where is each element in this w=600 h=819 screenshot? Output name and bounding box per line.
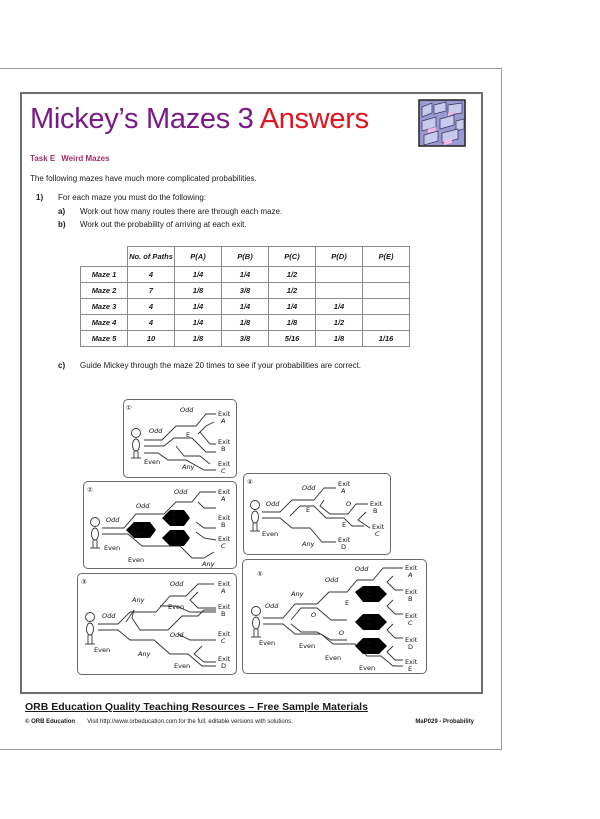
path-label: E [345,599,350,607]
maze-1-diagram [124,400,236,477]
exit-label: Exit [218,603,231,611]
path-label: Odd [106,516,120,524]
table-cell: 1/2 [269,283,316,299]
exit-label: A [341,487,346,495]
exit-label: C [375,530,380,538]
path-label: Odd [136,502,150,510]
maze-image-icon [418,99,466,147]
table-row [81,315,410,331]
path-label: E [367,587,372,595]
table-cell: 7 [128,283,175,299]
table-cell [316,283,363,299]
exit-label: A [221,587,226,595]
title-main: Mickey’s Mazes 3 [30,103,254,135]
table-cell: 1/4 [175,315,222,331]
path-label: O [311,611,317,619]
path-label: Odd [170,631,184,639]
question-text: For each maze you must do the following: [58,193,207,202]
row-label: Maze 2 [81,283,128,299]
path-label: E [172,510,177,518]
table-cell: 1/8 [269,315,316,331]
table-cell: 3/8 [222,283,269,299]
part-b-label: b) [58,220,66,229]
path-label: Any [202,560,215,568]
path-label: E [367,638,372,646]
mickey-icon [131,429,141,459]
table-header-row [81,247,410,267]
exit-label: Exit [405,636,418,644]
part-a-label: a) [58,207,66,216]
table-cell: 1/4 [316,299,363,315]
table-cell [363,283,410,299]
column-header: P(A) [175,247,222,267]
part-b-text: Work out the probability of arriving at each exit. [80,220,247,229]
path-label: E [136,523,141,531]
path-label: Odd [302,484,316,492]
path-label: Odd [149,427,163,435]
exit-label: Exit [405,612,418,620]
path-label: O [367,621,373,629]
task-heading [30,154,110,163]
path-label: Even [299,642,316,650]
exit-label: Exit [405,564,418,572]
column-header: P(B) [222,247,269,267]
path-label: Any [302,540,315,548]
path-label: O [172,517,178,525]
table-cell: 1/8 [222,315,269,331]
path-label: Any [182,463,195,471]
path-label: Even [262,530,279,538]
resource-code: MaP029 - Probability [415,719,474,725]
exit-label: B [408,595,413,603]
exit-label: Exit [218,514,231,522]
path-label: E [367,614,372,622]
path-label: Even [128,556,145,564]
column-header: No. of Paths [128,247,175,267]
path-label: O [367,645,373,653]
exit-label: Exit [218,535,231,543]
exit-label: Exit [372,523,385,531]
task-name: Weird Mazes [61,154,110,163]
exit-label: B [221,610,226,618]
title-answers: Answers [259,103,369,135]
column-header: P(E) [363,247,410,267]
exit-label: Exit [218,630,231,638]
path-label: Odd [102,612,116,620]
footer-line [25,719,293,725]
table-cell: 3/8 [222,331,269,347]
row-label: Maze 1 [81,267,128,283]
exit-label: A [221,495,226,503]
part-c-label: c) [58,361,66,370]
exit-label: Exit [338,480,351,488]
maze-number: ② [87,486,93,494]
intro-text: The following mazes have much more complicated probabilities. [30,174,257,183]
table-row [81,299,410,315]
table-cell: 4 [128,299,175,315]
probability-table [80,246,410,347]
row-label: Maze 5 [81,331,128,347]
task-label: Task E [30,154,56,163]
path-label: Odd [174,488,188,496]
path-label: Even [168,603,185,611]
exit-label: B [221,445,226,453]
maze-3 [77,573,237,675]
table-cell: 1/8 [175,331,222,347]
table-row [81,331,410,347]
part-c-text: Guide Mickey through the maze 20 times to see if your probabilities are correct. [80,361,362,370]
exit-label: C [221,467,226,475]
path-label: Any [138,650,151,658]
path-label: E [186,431,191,439]
row-label: Maze 3 [81,299,128,315]
table-cell: 4 [128,315,175,331]
maze-2 [83,481,237,569]
maze-2-diagram [84,482,236,568]
table-cell [316,267,363,283]
mickey-icon [90,518,100,549]
path-label: E [172,533,177,541]
path-label: E [342,521,347,529]
maze-4 [243,473,391,555]
table-cell [363,299,410,315]
table-cell: 10 [128,331,175,347]
table-row [81,267,410,283]
path-label: Even [325,654,342,662]
exit-label: Exit [218,488,231,496]
path-label: O [136,530,142,538]
exit-label: B [373,507,378,515]
table-cell [363,315,410,331]
path-label: Odd [180,406,194,414]
table-cell: 1/4 [222,267,269,283]
path-label: Any [132,596,145,604]
exit-label: C [221,542,226,550]
table-row [81,283,410,299]
exit-label: D [341,543,347,551]
visit-text: Visit http://www.orbeducation.com for the full, editable versions with solutions. [87,719,293,725]
mickey-icon [85,613,95,645]
exit-label: A [221,417,226,425]
path-label: E [306,506,311,514]
exit-label: B [221,521,226,529]
mickey-icon [251,607,261,638]
path-label: Odd [355,565,369,573]
maze-1 [123,399,237,478]
exit-label: D [408,643,414,651]
table-cell: 1/2 [269,267,316,283]
table-cell: 1/8 [316,331,363,347]
page-title [30,103,369,136]
question-number: 1) [36,193,44,202]
path-label: O [367,594,373,602]
table-cell: 1/4 [175,267,222,283]
column-header: P(D) [316,247,363,267]
maze-number: ④ [247,478,253,486]
table-cell: 1/4 [222,299,269,315]
path-label: Even [259,639,276,647]
table-cell: 1/4 [175,299,222,315]
path-label: Even [174,662,191,670]
table-cell: 1/16 [363,331,410,347]
exit-label: C [221,637,226,645]
path-label: Odd [265,602,279,610]
path-label: Even [104,544,121,552]
row-label: Maze 4 [81,315,128,331]
table-cell: 1/2 [316,315,363,331]
maze-number: ① [126,404,132,412]
table-cell: 1/4 [269,299,316,315]
path-label: Even [144,458,161,466]
table-cell: 4 [128,267,175,283]
exit-label: Exit [218,438,231,446]
path-label: O [346,500,352,508]
exit-label: C [408,619,413,627]
exit-label: Exit [338,536,351,544]
maze-4-diagram [244,474,390,554]
path-label: Odd [266,500,280,508]
maze-5 [242,559,427,674]
footer-title: ORB Education Quality Teaching Resources – Free Sample Materials [25,701,368,713]
exit-label: A [408,571,413,579]
maze-number: ⑤ [257,570,263,578]
path-label: Any [291,590,304,598]
maze-number: ③ [81,578,87,586]
path-label: O [339,629,345,637]
table-corner [81,247,128,267]
table-cell: 5/16 [269,331,316,347]
exit-label: D [221,662,227,670]
column-header: P(C) [269,247,316,267]
maze-3-diagram [78,574,236,674]
path-label: Odd [170,580,184,588]
exit-label: Exit [405,588,418,596]
exit-label: Exit [218,655,231,663]
part-a-text: Work out how many routes there are through each maze. [80,207,283,216]
table-cell: 1/8 [175,283,222,299]
path-label: Odd [325,576,339,584]
copyright: © ORB Education [25,719,76,725]
path-label: Even [359,664,376,672]
exit-label: Exit [405,658,418,666]
exit-label: Exit [218,460,231,468]
mickey-icon [250,501,260,532]
exit-label: Exit [218,580,231,588]
maze-5-diagram [243,560,426,673]
exit-label: Exit [370,500,383,508]
path-label: Even [94,646,111,654]
exit-label: Exit [218,410,231,418]
exit-label: E [408,665,413,673]
table-cell [363,267,410,283]
